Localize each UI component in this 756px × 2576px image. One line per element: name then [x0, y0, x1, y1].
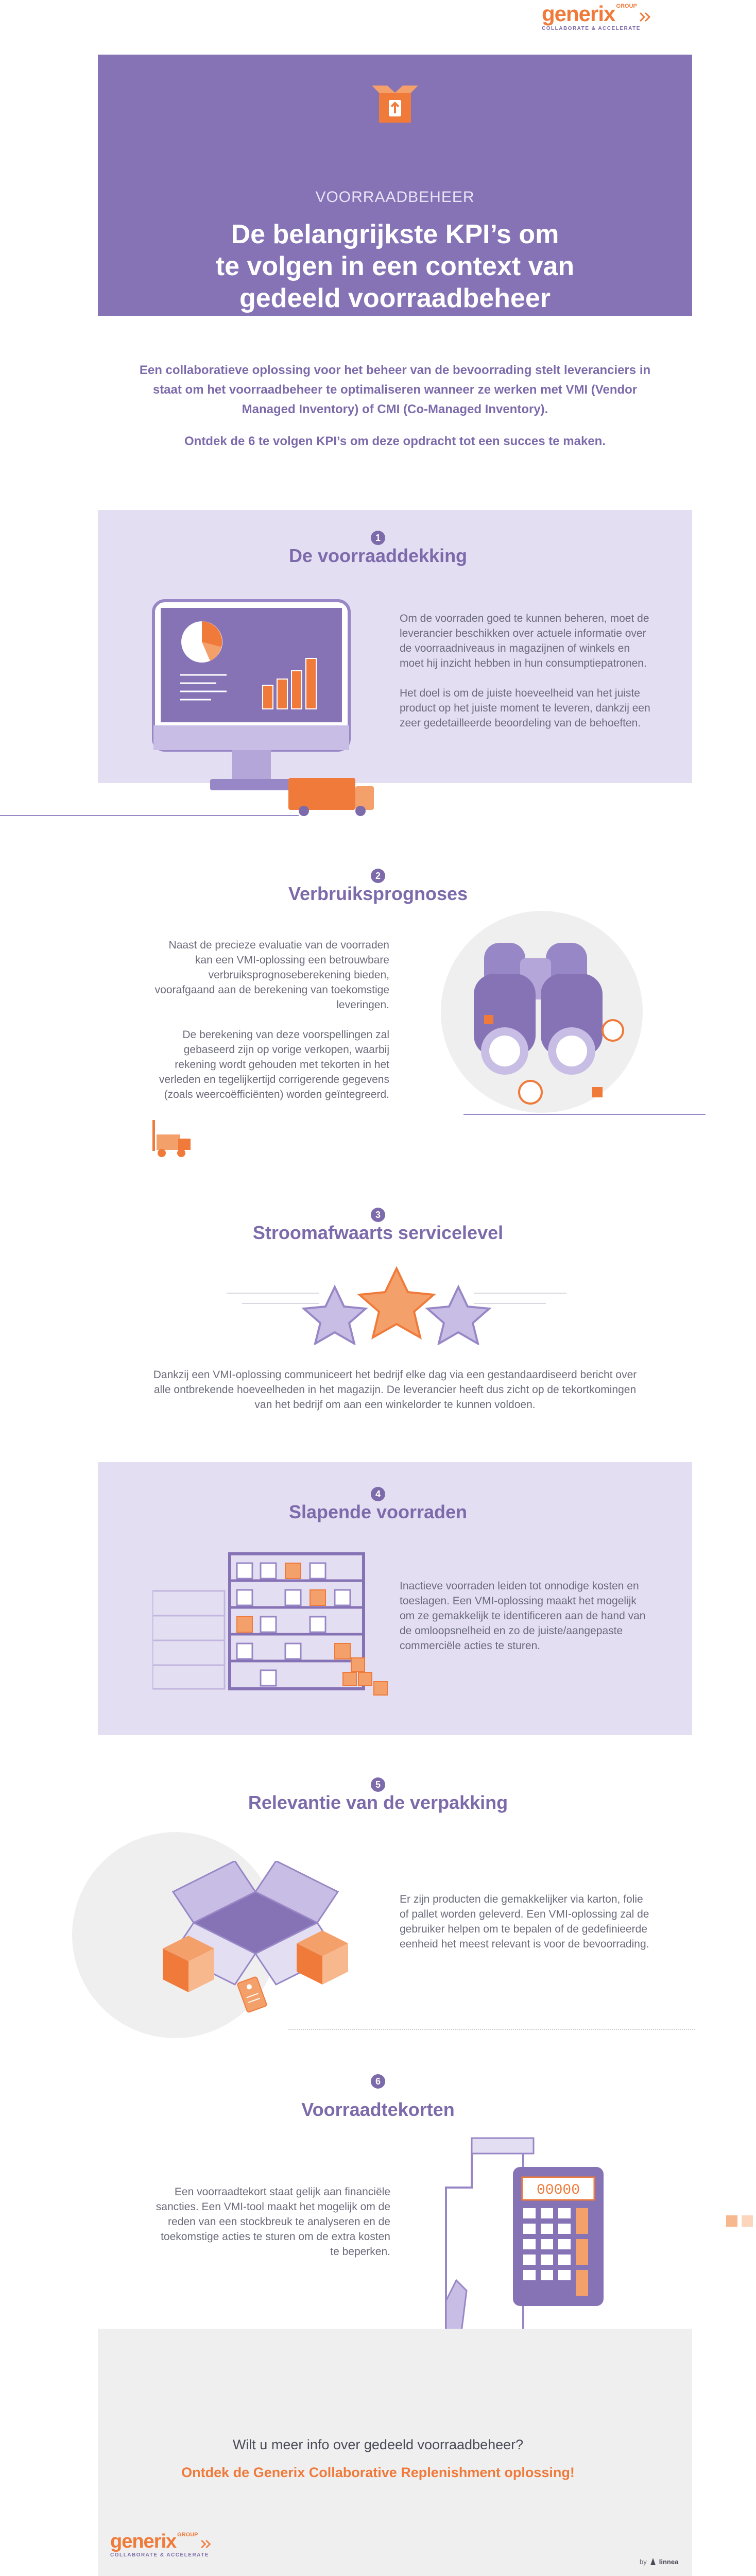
section-2-underline — [463, 1114, 706, 1115]
section-3-number: 3 — [0, 1206, 756, 1222]
logo-tagline: COLLABORATE & ACCELERATE — [542, 26, 641, 31]
credit-brand: linnea — [659, 2557, 679, 2566]
calculator-receipt-icon — [436, 2136, 611, 2344]
section-1-number: 1 — [0, 529, 756, 545]
footer-credit — [640, 2557, 678, 2566]
hero-title-line: De belangrijkste KPI’s om — [231, 219, 559, 249]
hero-title — [98, 218, 692, 314]
decor-square — [726, 2215, 737, 2227]
section-4-title: Slapende voorraden — [288, 1501, 468, 1522]
section-5-dotted-line — [288, 2029, 695, 2030]
footer-logo[interactable] — [110, 2532, 214, 2558]
hero-title-line: te volgen in een context van — [215, 251, 575, 281]
warehouse-shelves-icon — [152, 1552, 389, 1701]
header-logo[interactable] — [542, 3, 654, 31]
section-2-number: 2 — [0, 867, 756, 883]
footer-question: Wilt u meer info over gedeeld voorraadbeheer? — [232, 2437, 524, 2452]
monitor-chart-icon — [149, 598, 376, 819]
section-2-paragraph-1: Naast de precieze evaluatie van de voorraden kan een VMI-oplossing een betrouwbare verbruiksprognoseberekening bieden, voorafgaand aan de berekening van toekomstige leveringen. — [154, 939, 389, 1011]
section-1-underline — [0, 815, 299, 816]
intro-cta: Ontdek de 6 te volgen KPI’s om deze opdracht tot een succes te maken. — [184, 434, 606, 448]
section-1-paragraph-1: Om de voorraden goed te kunnen beheren, moet de leverancier beschikken over actuele informatie over de voorraadniveaus in magazijnen of winkels en moet hij inzicht hebben in hun consumptiepatronen. — [400, 613, 649, 669]
section-2-title: Verbruiksprognoses — [288, 883, 468, 904]
section-2-text — [149, 938, 389, 1102]
section-5-title: Relevantie van de verpakking — [248, 1792, 508, 1813]
stars-icon — [227, 1262, 566, 1345]
hero-title-line: gedeeld voorraadbeheer — [239, 283, 551, 313]
section-4-text: Inactieve voorraden leiden tot onnodige kosten en toeslagen. Een VMI-oplossing maakt het mogelijk om ze gemakkelijk te identificeren aan de hand van de omloopsnelheid en zo de juiste/aangepaste commerciële acties te sturen. — [400, 1580, 646, 1652]
decor-square — [742, 2215, 753, 2227]
binoculars-icon — [463, 938, 633, 1113]
logo-chevrons-icon — [200, 2539, 214, 2549]
section-5-text: Er zijn producten die gemakkelijker via karton, folie of pallet worden geleverd. Een VMI-oplossing zal de gebruiker helpen om te bepalen of de gedefinieerde eenheid het meest relevant is voor de bevoorrading. — [400, 1893, 649, 1950]
open-box-icon — [158, 1861, 353, 2021]
box-upload-icon — [370, 83, 420, 125]
section-6-title: Voorraadtekorten — [301, 2099, 455, 2120]
calculator-display: 00000 — [536, 2182, 580, 2198]
logo-group: GROUP — [616, 3, 637, 9]
section-1-text — [400, 611, 652, 731]
linnea-logo-icon — [649, 2557, 657, 2566]
section-6-text: Een voorraadtekort staat gelijk aan financiële sancties. Een VMI-tool maakt het mogelijk om de reden van een stockbreuk te analyseren en de toekomstige acties te sturen om de extra kosten te beperken. — [156, 2186, 390, 2258]
intro — [139, 361, 651, 451]
section-3-text: Dankzij een VMI-oplossing communiceert het bedrijf elke dag via een gestandaardiseerd bericht over alle ontbrekende hoeveelheden in het magazijn. De leverancier heeft dus zicht op de tekortkomingen van het bedrijf om aan een winkelorder te kunnen voldoen. — [153, 1369, 637, 1411]
forklift-icon — [149, 1118, 193, 1159]
hero-kicker: VOORRAADBEHEER — [315, 189, 475, 206]
credit-by: by — [640, 2557, 647, 2566]
section-4-number: 4 — [0, 1485, 756, 1501]
logo-tagline: COLLABORATE & ACCELERATE — [110, 2552, 209, 2558]
section-1-title: De voorraaddekking — [288, 545, 468, 566]
logo-chevrons-icon — [639, 12, 654, 22]
section-6-number: 6 — [0, 2072, 756, 2089]
logo-word: generix — [542, 2, 615, 26]
logo-word: generix — [110, 2531, 177, 2552]
footer-link[interactable]: Ontdek de Generix Collaborative Replenishment oplossing! — [181, 2465, 575, 2480]
logo-group: GROUP — [177, 2532, 198, 2538]
section-2-paragraph-2: De berekening van deze voorspellingen zal gebaseerd zijn op vorige verkopen, waarbij rekening wordt gehouden met tekorten in het verleden en tegelijkertijd corrigerende gegevens (zoals weercoëfficiënten) worden geïntegreerd. — [159, 1029, 389, 1100]
section-1-paragraph-2: Het doel is om de juiste hoeveelheid van het juiste product op het juiste moment te leveren, dankzij een zeer gedetailleerde beoordeling van de behoeften. — [400, 687, 650, 729]
hero-banner — [98, 55, 692, 316]
section-5-number: 5 — [0, 1775, 756, 1792]
intro-paragraph: Een collaboratieve oplossing voor het beheer van de bevoorrading stelt leveranciers in staat om het voorraadbeheer te optimaliseren wanneer ze werken met VMI (Vendor Managed Inventory) of CMI (Co-Managed Inventory). — [139, 363, 651, 416]
section-3-title: Stroomafwaarts servicelevel — [252, 1222, 504, 1243]
